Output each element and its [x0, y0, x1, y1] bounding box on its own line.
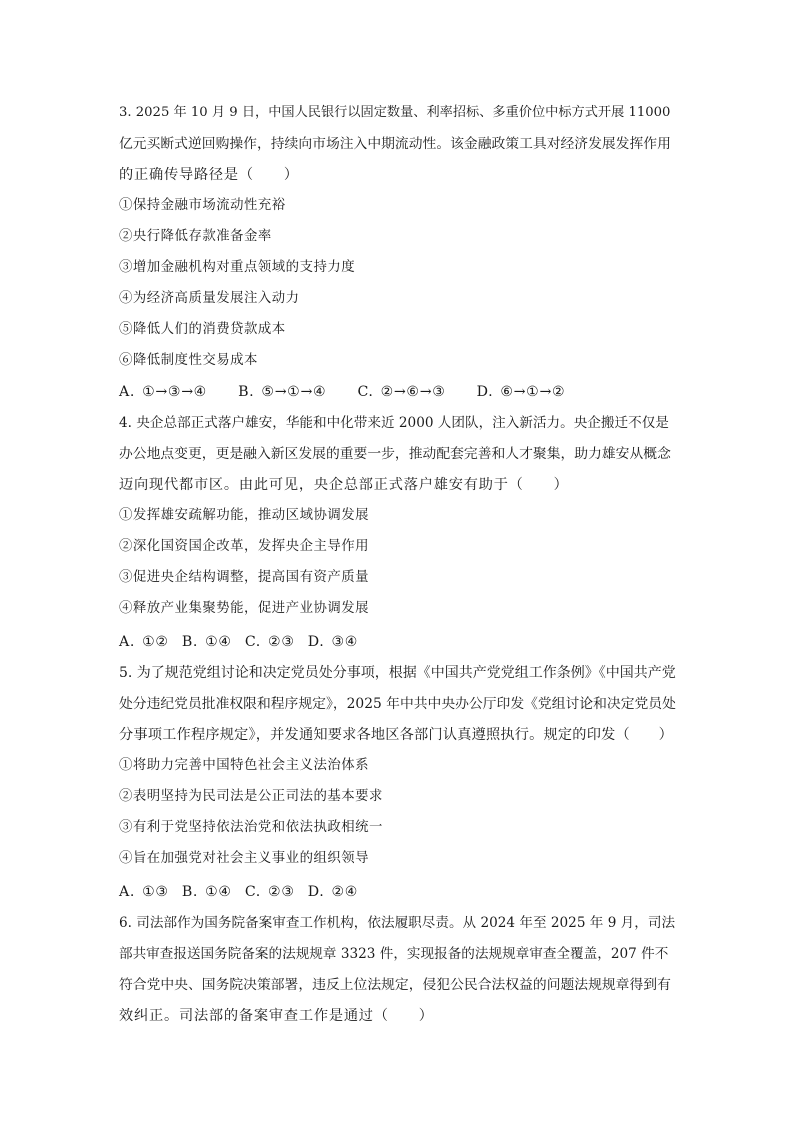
q5-choice-d: D. ②④ — [307, 884, 359, 900]
q3-choice-d: D. ⑥→①→② — [476, 384, 566, 400]
q4-choice-a: A. ①② — [119, 634, 169, 650]
q4-stem-line-3: 迈向现代都市区。由此可见，央企总部正式落户雄安有助于（ ） — [119, 477, 569, 493]
q6-stem-line-2: 部共审查报送国务院备案的法规规章 3323 件，实现报备的法规规章审查全覆盖，207 件不 — [119, 946, 669, 962]
q6-stem-line-1: 6. 司法部作为国务院备案审查工作机构，依法履职尽责。从 2024 年至 2025 年 9 月，司法 — [119, 915, 676, 931]
q3-option-1: ①保持金融市场流动性充裕 — [119, 198, 286, 213]
q5-stem-line-3: 分事项工作程序规定》，并发通知要求各地区各部门认真遵照执行。规定的印发（ ） — [119, 727, 674, 743]
q3-option-4: ④为经济高质量发展注入动力 — [119, 291, 300, 306]
q6-stem-line-3: 符合党中央、国务院决策部署，违反上位法规定，侵犯公民合法权益的问题法规规章得到有 — [119, 977, 671, 993]
q3-choice-a: A. ①→③→④ — [119, 384, 207, 400]
q5-choice-a: A. ①③ — [119, 884, 169, 900]
q4-option-1: ①发挥雄安疏解功能，推动区域协调发展 — [119, 508, 370, 523]
q4-option-3: ③促进央企结构调整，提高国有资产质量 — [119, 570, 370, 585]
q3-stem-line-2: 亿元买断式逆回购操作，持续向市场注入中期流动性。该金融政策工具对经济发展发挥作用 — [119, 136, 671, 152]
q3-stem-line-3: 的正确传导路径是（ ） — [119, 167, 299, 183]
q5-option-1: ①将助力完善中国特色社会主义法治体系 — [119, 758, 370, 773]
q4-stem-line-1: 4. 央企总部正式落户雄安，华能和中化带来近 2000 人团队，注入新活力。央企搬迁不仅是 — [119, 415, 669, 431]
q5-choice-c: C. ②③ — [244, 884, 295, 900]
q5-option-2: ②表明坚持为民司法是公正司法的基本要求 — [119, 789, 383, 804]
q3-option-2: ②央行降低存款准备金率 — [119, 229, 272, 244]
q4-choice-b: B. ①④ — [181, 634, 232, 650]
q4-option-4: ④释放产业集聚势能，促进产业协调发展 — [119, 601, 370, 616]
q4-choice-c: C. ②③ — [244, 634, 295, 650]
q4-answer-choices — [119, 632, 364, 652]
q5-answer-choices — [119, 882, 364, 902]
q5-stem-line-2: 处分违纪党员批准权限和程序规定》，2025 年中共中央办公厅印发《党组讨论和决定党员处 — [119, 696, 676, 712]
q5-option-3: ③有利于党坚持依法治党和依法执政相统一 — [119, 820, 383, 835]
q3-option-3: ③增加金融机构对重点领域的支持力度 — [119, 260, 356, 275]
q3-option-6: ⑥降低制度性交易成本 — [119, 353, 258, 368]
q5-stem-line-1: 5. 为了规范党组讨论和决定党员处分事项，根据《中国共产党党组工作条例》《中国共产党 — [119, 665, 676, 681]
q3-option-5: ⑤降低人们的消费贷款成本 — [119, 322, 286, 337]
q6-stem-line-4: 效纠正。司法部的备案审查工作是通过（ ） — [119, 1008, 434, 1024]
q3-answer-choices — [119, 382, 565, 402]
q5-option-4: ④旨在加强党对社会主义事业的组织领导 — [119, 851, 370, 866]
q4-option-2: ②深化国资国企改革，发挥央企主导作用 — [119, 539, 370, 554]
q3-stem-line-1: 3. 2025 年 10 月 9 日，中国人民银行以固定数量、利率招标、多重价位中标方式开展 11000 — [119, 105, 671, 120]
q4-choice-d: D. ③④ — [307, 634, 359, 650]
q4-stem-line-2: 办公地点变更，更是融入新区发展的重要一步，推动配套完善和人才聚集，助力雄安从概念 — [119, 446, 671, 462]
q5-choice-b: B. ①④ — [181, 884, 232, 900]
q3-choice-c: C. ②→⑥→③ — [357, 384, 446, 400]
q3-choice-b: B. ⑤→①→④ — [238, 384, 327, 400]
